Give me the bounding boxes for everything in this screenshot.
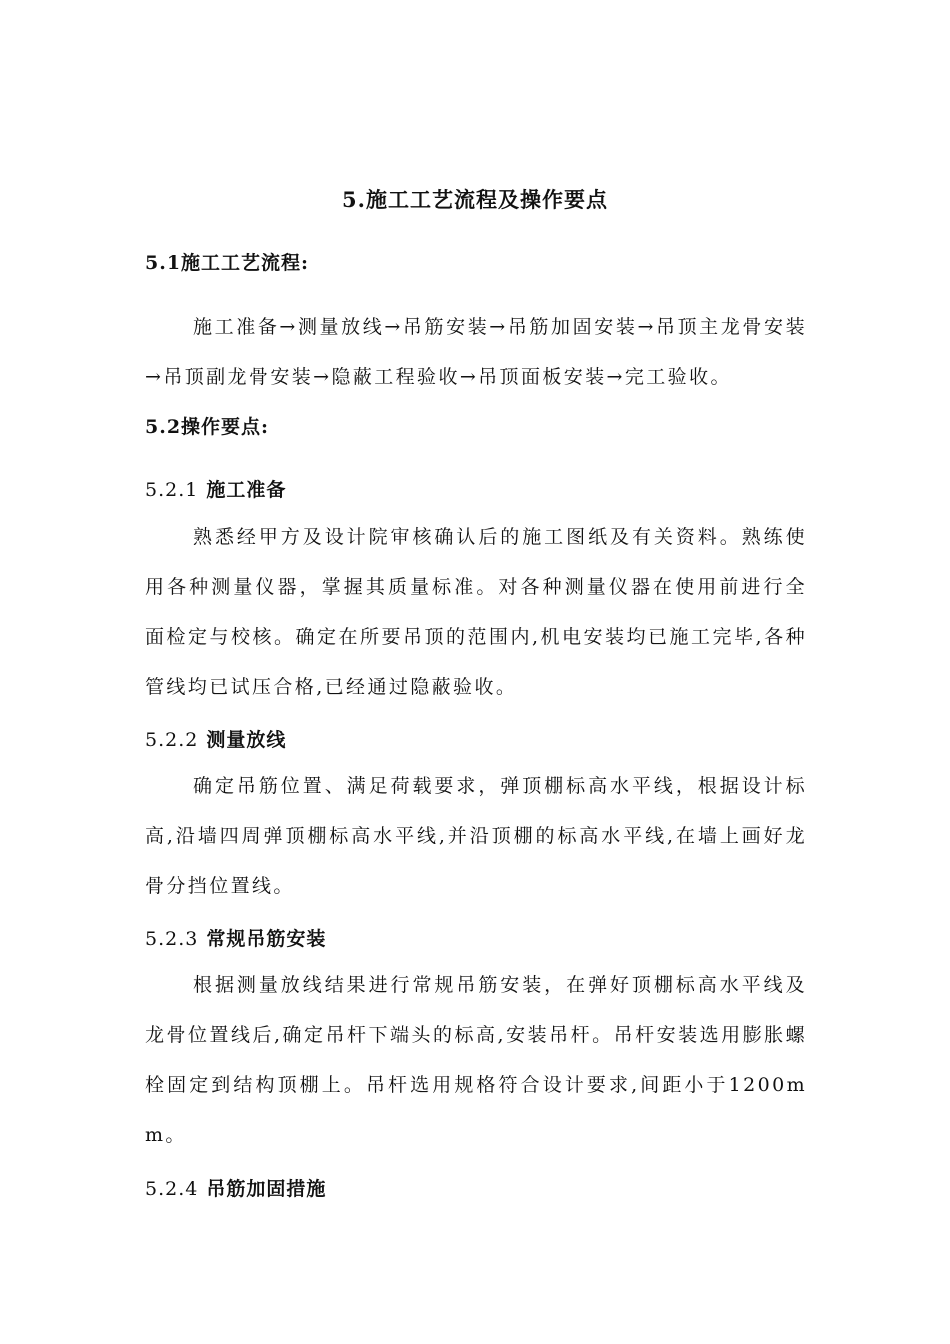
section-heading-5-1: 5.1施工工艺流程:	[145, 252, 310, 274]
page-title: 5.施工工艺流程及操作要点	[342, 187, 608, 212]
subsection-number: 5.2.2	[145, 729, 199, 751]
subsection-number: 5.2.1	[145, 479, 199, 501]
subsection-title: 测量放线	[206, 729, 287, 751]
subsection-heading-5-2-1	[145, 475, 286, 502]
subsection-title: 常规吊筋安装	[206, 928, 327, 950]
subsection-title: 吊筋加固措施	[206, 1178, 327, 1200]
paragraph-survey-layout: 确定吊筋位置、满足荷载要求，弹顶棚标高水平线，根据设计标高,沿墙四周弹顶棚标高水平线,并沿顶棚的标高水平线,在墙上画好龙骨分挡位置线。	[145, 775, 807, 897]
subsection-number: 5.2.4	[145, 1178, 199, 1200]
subsection-heading-5-2-4	[145, 1174, 326, 1201]
subsection-heading-5-2-3	[145, 924, 326, 951]
subsection-heading-5-2-2	[145, 725, 286, 752]
section-heading-5-2: 5.2操作要点:	[145, 416, 270, 438]
paragraph-process-flow: 施工准备→测量放线→吊筋安装→吊筋加固安装→吊顶主龙骨安装→吊顶副龙骨安装→隐蔽工程验收→吊顶面板安装→完工验收。	[145, 316, 807, 388]
paragraph-hanger-installation: 根据测量放线结果进行常规吊筋安装，在弹好顶棚标高水平线及龙骨位置线后,确定吊杆下端头的标高,安装吊杆。吊杆安装选用膨胀螺栓固定到结构顶棚上。吊杆选用规格符合设计要求,间距小于1200mm。	[145, 974, 807, 1146]
paragraph-preparation: 熟悉经甲方及设计院审核确认后的施工图纸及有关资料。熟练使用各种测量仪器，掌握其质量标准。对各种测量仪器在使用前进行全面检定与校核。确定在所要吊顶的范围内,机电安装均已施工完毕,各种管线均已试压合格,已经通过隐蔽验收。	[145, 526, 807, 698]
subsection-title: 施工准备	[206, 479, 287, 501]
subsection-number: 5.2.3	[145, 928, 199, 950]
